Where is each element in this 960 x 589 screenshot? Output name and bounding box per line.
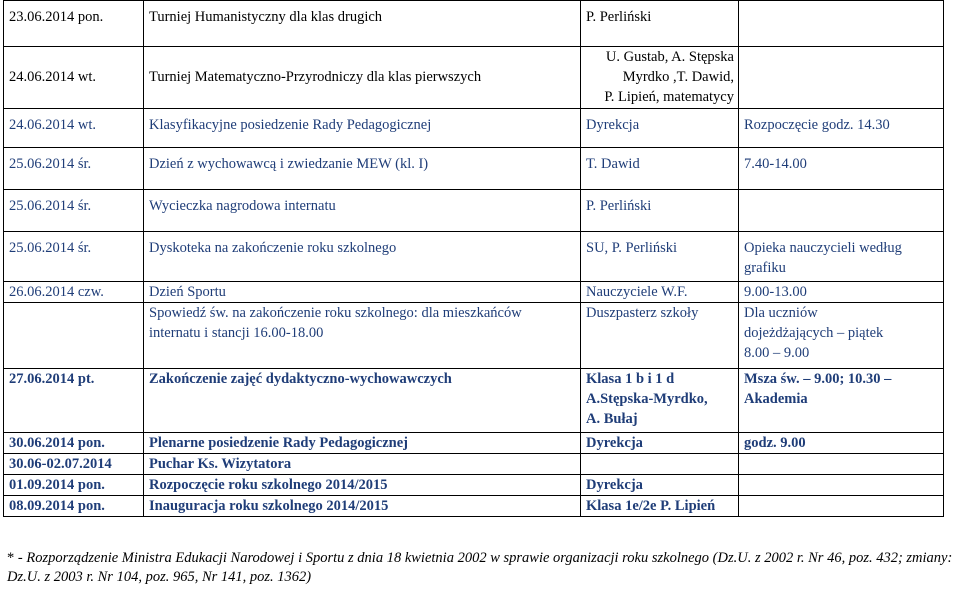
table-row <box>4 232 944 282</box>
note-cell <box>739 303 944 369</box>
table-row <box>4 190 944 232</box>
note-cell <box>739 47 944 109</box>
event-cell: Klasyfikacyjne posiedzenie Rady Pedagogicznej <box>144 109 581 148</box>
event-cell: Zakończenie zajęć dydaktyczno-wychowawczych <box>144 369 581 433</box>
event-cell: Spowiedź św. na zakończenie roku szkolnego: dla mieszkańców internatu i stancji 16.00-18.00 <box>144 303 581 369</box>
date-cell: 30.06.2014 pon. <box>4 433 144 454</box>
table-row <box>4 148 944 190</box>
event-cell: Dyskoteka na zakończenie roku szkolnego <box>144 232 581 282</box>
event-cell: Rozpoczęcie roku szkolnego 2014/2015 <box>144 475 581 496</box>
table-row <box>4 303 944 369</box>
table-row <box>4 1 944 47</box>
table-row <box>4 369 944 433</box>
event-cell: Plenarne posiedzenie Rady Pedagogicznej <box>144 433 581 454</box>
date-cell: 30.06-02.07.2014 <box>4 454 144 475</box>
date-cell: 25.06.2014 śr. <box>4 232 144 282</box>
table-row <box>4 454 944 475</box>
responsible-cell: SU, P. Perliński <box>581 232 739 282</box>
date-cell: 23.06.2014 pon. <box>4 1 144 47</box>
note-cell: 7.40-14.00 <box>739 148 944 190</box>
event-cell: Dzień Sportu <box>144 282 581 303</box>
responsible-cell: Duszpasterz szkoły <box>581 303 739 369</box>
table-row <box>4 475 944 496</box>
note-cell: Rozpoczęcie godz. 14.30 <box>739 109 944 148</box>
event-cell: Dzień z wychowawcą i zwiedzanie MEW (kl. I) <box>144 148 581 190</box>
footnote-text: Rozporządzenie Ministra Edukacji Narodowej i Sportu z dnia 18 kwietnia 2002 w sprawie organizacji roku szkolnego (Dz.U. z 2002 r. Nr 46, poz. 432; zmiany: Dz.U. z 2003 r. Nr 104, poz. 965, Nr 141, poz. 1362) <box>7 550 953 585</box>
date-cell <box>4 303 144 369</box>
event-cell: Wycieczka nagrodowa internatu <box>144 190 581 232</box>
date-cell: 25.06.2014 śr. <box>4 148 144 190</box>
responsible-line: Myrdko ,T. Dawid, <box>622 69 734 85</box>
responsible-line: A.Stępska-Myrdko, <box>586 391 708 407</box>
event-cell: Turniej Matematyczno-Przyrodniczy dla klas pierwszych <box>144 47 581 109</box>
responsible-cell <box>581 47 739 109</box>
responsible-cell: Dyrekcja <box>581 109 739 148</box>
note-cell: 9.00-13.00 <box>739 282 944 303</box>
responsible-cell <box>581 454 739 475</box>
table-row <box>4 433 944 454</box>
note-cell: godz. 9.00 <box>739 433 944 454</box>
table-row <box>4 496 944 517</box>
date-cell: 25.06.2014 śr. <box>4 190 144 232</box>
note-line: 8.00 – 9.00 <box>744 345 810 361</box>
event-cell: Puchar Ks. Wizytatora <box>144 454 581 475</box>
responsible-cell: P. Perliński <box>581 190 739 232</box>
note-cell <box>739 496 944 517</box>
responsible-cell: P. Perliński <box>581 1 739 47</box>
footnote <box>7 549 957 587</box>
table-row <box>4 47 944 109</box>
date-cell: 26.06.2014 czw. <box>4 282 144 303</box>
footnote-marker: * - <box>7 550 27 566</box>
date-cell: 08.09.2014 pon. <box>4 496 144 517</box>
responsible-line: Klasa 1 b i 1 d <box>586 371 675 387</box>
note-cell <box>739 1 944 47</box>
responsible-cell: Klasa 1e/2e P. Lipień <box>581 496 739 517</box>
note-cell <box>739 454 944 475</box>
event-cell: Inauguracja roku szkolnego 2014/2015 <box>144 496 581 517</box>
schedule-table <box>3 0 944 517</box>
note-cell: Opieka nauczycieli według grafiku <box>739 232 944 282</box>
responsible-line: A. Bułaj <box>586 411 638 427</box>
table-row <box>4 282 944 303</box>
table-row <box>4 109 944 148</box>
responsible-line: P. Lipień, matematycy <box>604 89 734 105</box>
note-cell: Msza św. – 9.00; 10.30 – Akademia <box>739 369 944 433</box>
date-cell: 24.06.2014 wt. <box>4 47 144 109</box>
note-cell <box>739 475 944 496</box>
responsible-line: U. Gustab, A. Stępska <box>605 49 734 65</box>
responsible-cell: T. Dawid <box>581 148 739 190</box>
note-line: Dla uczniów <box>744 305 818 321</box>
event-cell: Turniej Humanistyczny dla klas drugich <box>144 1 581 47</box>
responsible-cell: Nauczyciele W.F. <box>581 282 739 303</box>
responsible-cell: Dyrekcja <box>581 475 739 496</box>
responsible-cell <box>581 369 739 433</box>
responsible-cell: Dyrekcja <box>581 433 739 454</box>
date-cell: 24.06.2014 wt. <box>4 109 144 148</box>
date-cell: 01.09.2014 pon. <box>4 475 144 496</box>
note-cell <box>739 190 944 232</box>
note-line: dojeżdżających – piątek <box>744 325 884 341</box>
date-cell: 27.06.2014 pt. <box>4 369 144 433</box>
